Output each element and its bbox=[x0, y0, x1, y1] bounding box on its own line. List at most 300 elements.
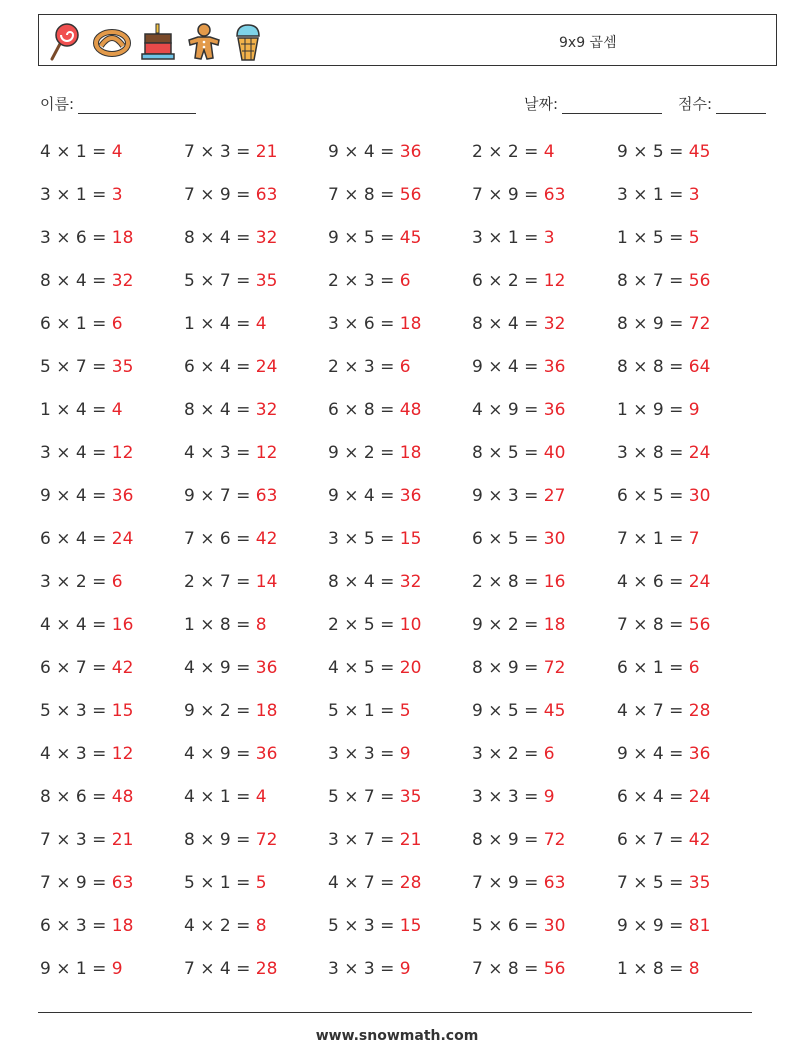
problem-cell bbox=[472, 916, 565, 936]
problem-row bbox=[40, 615, 760, 658]
problem-question: 5 × 7 = bbox=[40, 357, 107, 377]
problem-question: 5 × 7 = bbox=[328, 787, 395, 807]
problem-question: 9 × 5 = bbox=[617, 142, 684, 162]
problem-cell bbox=[328, 572, 421, 592]
problem-answer: 30 bbox=[688, 486, 711, 506]
problem-question: 1 × 9 = bbox=[617, 400, 684, 420]
problem-cell bbox=[184, 830, 277, 850]
problem-question: 3 × 1 = bbox=[617, 185, 684, 205]
problem-cell bbox=[472, 744, 555, 764]
problem-answer: 6 bbox=[399, 357, 411, 377]
problem-row bbox=[40, 658, 760, 701]
problem-answer: 45 bbox=[399, 228, 422, 248]
problem-cell bbox=[472, 572, 565, 592]
problem-answer: 63 bbox=[543, 873, 566, 893]
date-blank[interactable] bbox=[562, 99, 662, 114]
problem-answer: 40 bbox=[543, 443, 566, 463]
problem-answer: 4 bbox=[255, 787, 267, 807]
problem-answer: 7 bbox=[688, 529, 700, 549]
problem-question: 7 × 9 = bbox=[184, 185, 251, 205]
problem-answer: 12 bbox=[543, 271, 566, 291]
problem-answer: 30 bbox=[543, 529, 566, 549]
problem-question: 8 × 9 = bbox=[184, 830, 251, 850]
problem-cell bbox=[472, 357, 565, 377]
problem-answer: 5 bbox=[255, 873, 267, 893]
problem-answer: 48 bbox=[111, 787, 134, 807]
problem-cell bbox=[472, 400, 565, 420]
problem-answer: 12 bbox=[111, 443, 134, 463]
problem-cell bbox=[328, 701, 411, 721]
name-field[interactable] bbox=[40, 93, 196, 114]
problem-question: 3 × 5 = bbox=[328, 529, 395, 549]
problem-question: 4 × 2 = bbox=[184, 916, 251, 936]
header-box bbox=[38, 14, 777, 66]
problem-cell bbox=[472, 185, 565, 205]
problem-cell bbox=[40, 486, 133, 506]
problem-cell bbox=[184, 357, 277, 377]
problem-question: 8 × 7 = bbox=[617, 271, 684, 291]
problem-answer: 16 bbox=[543, 572, 566, 592]
score-field[interactable] bbox=[678, 93, 766, 114]
problem-answer: 36 bbox=[399, 486, 422, 506]
problem-row bbox=[40, 959, 760, 1002]
problem-cell bbox=[328, 873, 421, 893]
problem-answer: 15 bbox=[399, 916, 422, 936]
problem-answer: 9 bbox=[111, 959, 123, 979]
problem-answer: 8 bbox=[255, 615, 267, 635]
problem-answer: 63 bbox=[543, 185, 566, 205]
problem-row bbox=[40, 873, 760, 916]
problem-answer: 36 bbox=[111, 486, 134, 506]
problem-answer: 42 bbox=[688, 830, 711, 850]
name-blank[interactable] bbox=[78, 99, 196, 114]
ice-cream-cone-icon bbox=[233, 22, 263, 62]
problem-cell bbox=[328, 615, 421, 635]
problem-answer: 18 bbox=[255, 701, 278, 721]
problem-cell bbox=[617, 959, 700, 979]
problem-question: 6 × 5 = bbox=[617, 486, 684, 506]
name-label: 이름: bbox=[40, 95, 75, 113]
problem-answer: 32 bbox=[255, 400, 278, 420]
problem-cell bbox=[328, 486, 421, 506]
problem-cell bbox=[472, 142, 555, 162]
problem-cell bbox=[40, 873, 133, 893]
problem-question: 2 × 7 = bbox=[184, 572, 251, 592]
problem-question: 9 × 3 = bbox=[472, 486, 539, 506]
problem-question: 2 × 3 = bbox=[328, 271, 395, 291]
score-label: 점수: bbox=[678, 95, 713, 113]
problem-question: 8 × 9 = bbox=[472, 830, 539, 850]
problem-answer: 63 bbox=[255, 486, 278, 506]
problem-answer: 9 bbox=[543, 787, 555, 807]
problem-answer: 3 bbox=[543, 228, 555, 248]
problem-answer: 36 bbox=[543, 400, 566, 420]
problem-question: 7 × 8 = bbox=[472, 959, 539, 979]
problem-question: 4 × 3 = bbox=[40, 744, 107, 764]
problem-question: 9 × 4 = bbox=[328, 486, 395, 506]
problem-cell bbox=[184, 959, 277, 979]
problem-cell bbox=[40, 959, 123, 979]
problem-cell bbox=[617, 443, 710, 463]
problem-question: 3 × 3 = bbox=[472, 787, 539, 807]
problem-question: 4 × 1 = bbox=[40, 142, 107, 162]
worksheet-title: 9x9 곱셈 bbox=[559, 35, 617, 51]
problem-row bbox=[40, 185, 760, 228]
problem-answer: 35 bbox=[399, 787, 422, 807]
problem-answer: 9 bbox=[688, 400, 700, 420]
problem-answer: 3 bbox=[111, 185, 123, 205]
problem-answer: 24 bbox=[688, 787, 711, 807]
footer-site: www.snowmath.com bbox=[315, 1028, 479, 1044]
problem-question: 4 × 5 = bbox=[328, 658, 395, 678]
problem-answer: 15 bbox=[399, 529, 422, 549]
problem-question: 7 × 5 = bbox=[617, 873, 684, 893]
problem-row bbox=[40, 486, 760, 529]
problem-cell bbox=[617, 873, 710, 893]
problem-question: 8 × 4 = bbox=[328, 572, 395, 592]
problem-question: 9 × 4 = bbox=[617, 744, 684, 764]
problem-question: 2 × 8 = bbox=[472, 572, 539, 592]
problem-question: 5 × 7 = bbox=[184, 271, 251, 291]
problem-cell bbox=[328, 959, 411, 979]
problem-answer: 42 bbox=[255, 529, 278, 549]
problem-cell bbox=[472, 486, 565, 506]
problem-question: 6 × 1 = bbox=[40, 314, 107, 334]
problem-question: 6 × 4 = bbox=[617, 787, 684, 807]
problem-cell bbox=[40, 185, 123, 205]
problem-row bbox=[40, 529, 760, 572]
problem-cell bbox=[328, 830, 421, 850]
problem-question: 7 × 1 = bbox=[617, 529, 684, 549]
problem-answer: 15 bbox=[111, 701, 134, 721]
problem-cell bbox=[328, 357, 411, 377]
problem-cell bbox=[40, 314, 123, 334]
problem-answer: 9 bbox=[399, 744, 411, 764]
problem-cell bbox=[40, 357, 133, 377]
problem-cell bbox=[472, 271, 565, 291]
problem-cell bbox=[617, 572, 710, 592]
problem-question: 2 × 3 = bbox=[328, 357, 395, 377]
problem-question: 6 × 7 = bbox=[40, 658, 107, 678]
problem-cell bbox=[617, 142, 710, 162]
problem-cell bbox=[328, 400, 421, 420]
problem-cell bbox=[40, 701, 133, 721]
birthday-cake-icon bbox=[141, 22, 175, 62]
problem-question: 8 × 4 = bbox=[472, 314, 539, 334]
problem-row bbox=[40, 787, 760, 830]
problem-answer: 8 bbox=[255, 916, 267, 936]
problem-answer: 72 bbox=[688, 314, 711, 334]
problem-answer: 21 bbox=[255, 142, 278, 162]
problem-cell bbox=[184, 271, 277, 291]
problem-answer: 45 bbox=[543, 701, 566, 721]
problem-question: 1 × 4 = bbox=[184, 314, 251, 334]
problem-question: 8 × 5 = bbox=[472, 443, 539, 463]
problem-answer: 4 bbox=[111, 142, 123, 162]
problem-answer: 56 bbox=[688, 271, 711, 291]
date-label: 날짜: bbox=[524, 95, 559, 113]
problem-cell bbox=[617, 615, 710, 635]
problem-cell bbox=[328, 271, 411, 291]
problem-cell bbox=[617, 185, 700, 205]
problem-question: 9 × 5 = bbox=[472, 701, 539, 721]
problem-cell bbox=[184, 873, 267, 893]
problem-answer: 24 bbox=[688, 443, 711, 463]
problem-question: 9 × 4 = bbox=[472, 357, 539, 377]
problem-cell bbox=[40, 658, 133, 678]
problem-cell bbox=[40, 787, 133, 807]
pretzel-icon bbox=[93, 22, 131, 62]
problem-question: 3 × 6 = bbox=[328, 314, 395, 334]
problem-cell bbox=[328, 658, 421, 678]
problem-cell bbox=[40, 529, 133, 549]
problem-answer: 21 bbox=[111, 830, 134, 850]
problem-cell bbox=[40, 400, 123, 420]
problem-answer: 18 bbox=[399, 443, 422, 463]
problem-answer: 35 bbox=[111, 357, 134, 377]
problem-cell bbox=[184, 314, 267, 334]
problem-answer: 6 bbox=[399, 271, 411, 291]
problem-cell bbox=[328, 529, 421, 549]
problem-question: 1 × 5 = bbox=[617, 228, 684, 248]
problem-cell bbox=[472, 615, 565, 635]
problem-answer: 6 bbox=[688, 658, 700, 678]
problem-cell bbox=[617, 486, 710, 506]
problem-question: 5 × 1 = bbox=[184, 873, 251, 893]
problem-row bbox=[40, 357, 760, 400]
problem-answer: 18 bbox=[111, 228, 134, 248]
problem-row bbox=[40, 228, 760, 271]
problem-cell bbox=[328, 314, 421, 334]
problem-cell bbox=[184, 744, 277, 764]
problem-answer: 35 bbox=[255, 271, 278, 291]
problem-question: 6 × 3 = bbox=[40, 916, 107, 936]
problem-cell bbox=[40, 271, 133, 291]
problem-answer: 5 bbox=[688, 228, 700, 248]
problem-row bbox=[40, 314, 760, 357]
problem-answer: 45 bbox=[688, 142, 711, 162]
problem-answer: 20 bbox=[399, 658, 422, 678]
problem-question: 7 × 3 = bbox=[184, 142, 251, 162]
problem-question: 3 × 8 = bbox=[617, 443, 684, 463]
problem-answer: 36 bbox=[543, 357, 566, 377]
problem-question: 4 × 9 = bbox=[184, 744, 251, 764]
problem-cell bbox=[328, 185, 421, 205]
problem-answer: 4 bbox=[111, 400, 123, 420]
problem-answer: 32 bbox=[399, 572, 422, 592]
date-field[interactable] bbox=[524, 93, 662, 114]
problem-question: 3 × 1 = bbox=[472, 228, 539, 248]
problem-question: 4 × 6 = bbox=[617, 572, 684, 592]
problem-question: 5 × 6 = bbox=[472, 916, 539, 936]
problem-answer: 27 bbox=[543, 486, 566, 506]
problem-answer: 24 bbox=[111, 529, 134, 549]
problem-answer: 18 bbox=[399, 314, 422, 334]
problem-answer: 72 bbox=[543, 658, 566, 678]
problem-answer: 16 bbox=[111, 615, 134, 635]
problem-question: 5 × 3 = bbox=[40, 701, 107, 721]
problem-question: 3 × 2 = bbox=[472, 744, 539, 764]
problem-question: 3 × 2 = bbox=[40, 572, 107, 592]
problem-question: 3 × 1 = bbox=[40, 185, 107, 205]
problem-row bbox=[40, 443, 760, 486]
problem-question: 9 × 2 = bbox=[472, 615, 539, 635]
problem-cell bbox=[40, 744, 133, 764]
problem-answer: 18 bbox=[543, 615, 566, 635]
gingerbread-man-icon bbox=[185, 22, 223, 62]
problem-row bbox=[40, 400, 760, 443]
problem-answer: 56 bbox=[399, 185, 422, 205]
score-blank[interactable] bbox=[716, 99, 766, 114]
problem-question: 4 × 7 = bbox=[617, 701, 684, 721]
problem-cell bbox=[472, 701, 565, 721]
problem-answer: 5 bbox=[399, 701, 411, 721]
problem-question: 5 × 1 = bbox=[328, 701, 395, 721]
problem-answer: 4 bbox=[543, 142, 555, 162]
problem-answer: 24 bbox=[688, 572, 711, 592]
problem-question: 6 × 8 = bbox=[328, 400, 395, 420]
problem-cell bbox=[328, 744, 411, 764]
problem-question: 3 × 6 = bbox=[40, 228, 107, 248]
problem-question: 8 × 9 = bbox=[472, 658, 539, 678]
problem-question: 7 × 3 = bbox=[40, 830, 107, 850]
problem-cell bbox=[40, 443, 133, 463]
problem-question: 7 × 4 = bbox=[184, 959, 251, 979]
problem-question: 8 × 6 = bbox=[40, 787, 107, 807]
problem-question: 4 × 9 = bbox=[472, 400, 539, 420]
problem-cell bbox=[40, 830, 133, 850]
problem-answer: 24 bbox=[255, 357, 278, 377]
problem-answer: 32 bbox=[543, 314, 566, 334]
problem-cell bbox=[184, 916, 267, 936]
problem-question: 9 × 1 = bbox=[40, 959, 107, 979]
problem-answer: 35 bbox=[688, 873, 711, 893]
problem-answer: 36 bbox=[255, 744, 278, 764]
problem-answer: 36 bbox=[688, 744, 711, 764]
problem-question: 8 × 4 = bbox=[40, 271, 107, 291]
problem-question: 8 × 8 = bbox=[617, 357, 684, 377]
problem-question: 7 × 9 = bbox=[40, 873, 107, 893]
problem-answer: 21 bbox=[399, 830, 422, 850]
problem-cell bbox=[328, 787, 421, 807]
problem-cell bbox=[617, 744, 710, 764]
problem-cell bbox=[184, 400, 277, 420]
problem-row bbox=[40, 830, 760, 873]
problem-question: 6 × 7 = bbox=[617, 830, 684, 850]
problem-answer: 72 bbox=[255, 830, 278, 850]
problem-cell bbox=[617, 830, 710, 850]
problem-question: 9 × 4 = bbox=[40, 486, 107, 506]
problem-answer: 3 bbox=[688, 185, 700, 205]
problem-cell bbox=[184, 486, 277, 506]
problem-answer: 6 bbox=[111, 314, 123, 334]
problem-cell bbox=[184, 658, 277, 678]
problem-question: 9 × 2 = bbox=[184, 701, 251, 721]
problem-answer: 56 bbox=[543, 959, 566, 979]
problem-cell bbox=[184, 701, 277, 721]
problem-cell bbox=[472, 314, 565, 334]
problem-answer: 6 bbox=[543, 744, 555, 764]
problem-question: 1 × 8 = bbox=[617, 959, 684, 979]
problem-question: 6 × 2 = bbox=[472, 271, 539, 291]
problem-answer: 30 bbox=[543, 916, 566, 936]
problem-answer: 32 bbox=[255, 228, 278, 248]
problem-cell bbox=[617, 658, 700, 678]
problem-answer: 4 bbox=[255, 314, 267, 334]
problem-question: 9 × 4 = bbox=[328, 142, 395, 162]
problem-cell bbox=[472, 529, 565, 549]
problem-question: 7 × 6 = bbox=[184, 529, 251, 549]
problem-answer: 18 bbox=[111, 916, 134, 936]
problem-cell bbox=[328, 142, 421, 162]
problem-cell bbox=[617, 787, 710, 807]
problem-row bbox=[40, 744, 760, 787]
problem-cell bbox=[184, 529, 277, 549]
problem-row bbox=[40, 916, 760, 959]
problem-question: 8 × 9 = bbox=[617, 314, 684, 334]
problem-answer: 9 bbox=[399, 959, 411, 979]
problem-question: 4 × 9 = bbox=[184, 658, 251, 678]
problem-question: 9 × 2 = bbox=[328, 443, 395, 463]
problem-question: 7 × 8 = bbox=[328, 185, 395, 205]
problem-cell bbox=[184, 443, 277, 463]
problem-question: 3 × 3 = bbox=[328, 744, 395, 764]
problem-question: 6 × 5 = bbox=[472, 529, 539, 549]
problem-cell bbox=[472, 228, 555, 248]
problem-cell bbox=[184, 142, 277, 162]
problem-answer: 72 bbox=[543, 830, 566, 850]
problem-cell bbox=[617, 529, 700, 549]
problem-answer: 32 bbox=[111, 271, 134, 291]
problem-question: 7 × 8 = bbox=[617, 615, 684, 635]
problem-question: 9 × 5 = bbox=[328, 228, 395, 248]
problem-answer: 10 bbox=[399, 615, 422, 635]
problem-cell bbox=[472, 959, 565, 979]
problem-question: 5 × 3 = bbox=[328, 916, 395, 936]
problem-question: 6 × 4 = bbox=[184, 357, 251, 377]
problem-cell bbox=[617, 314, 710, 334]
problem-cell bbox=[472, 443, 565, 463]
problem-answer: 14 bbox=[255, 572, 278, 592]
problem-cell bbox=[328, 443, 421, 463]
problem-answer: 81 bbox=[688, 916, 711, 936]
problem-cell bbox=[472, 830, 565, 850]
problem-answer: 42 bbox=[111, 658, 134, 678]
problem-answer: 63 bbox=[111, 873, 134, 893]
problem-cell bbox=[184, 787, 267, 807]
problem-cell bbox=[472, 873, 565, 893]
problem-cell bbox=[40, 142, 123, 162]
problem-cell bbox=[472, 787, 555, 807]
problem-question: 3 × 4 = bbox=[40, 443, 107, 463]
problem-question: 4 × 4 = bbox=[40, 615, 107, 635]
problem-row bbox=[40, 271, 760, 314]
problem-answer: 12 bbox=[255, 443, 278, 463]
problem-cell bbox=[40, 572, 123, 592]
problem-question: 8 × 4 = bbox=[184, 400, 251, 420]
problem-cell bbox=[184, 185, 277, 205]
problem-answer: 36 bbox=[399, 142, 422, 162]
problem-answer: 28 bbox=[399, 873, 422, 893]
problem-question: 2 × 5 = bbox=[328, 615, 395, 635]
problem-cell bbox=[472, 658, 565, 678]
problem-answer: 64 bbox=[688, 357, 711, 377]
problem-cell bbox=[184, 572, 277, 592]
problem-question: 7 × 9 = bbox=[472, 873, 539, 893]
problem-cell bbox=[617, 228, 700, 248]
problem-question: 6 × 1 = bbox=[617, 658, 684, 678]
problem-answer: 48 bbox=[399, 400, 422, 420]
